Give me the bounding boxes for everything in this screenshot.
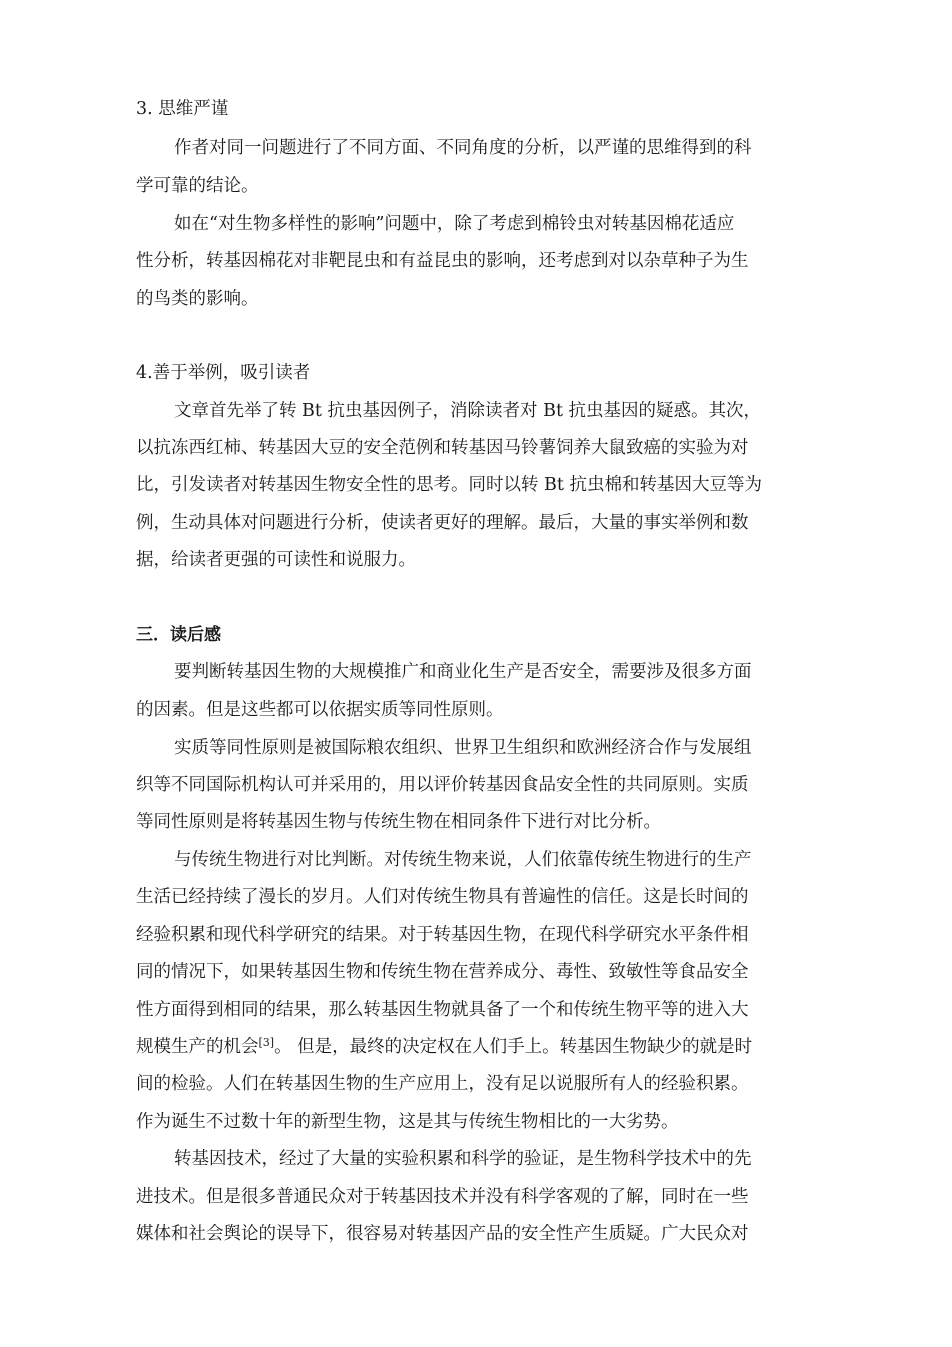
paragraph-line: 例，生动具体对问题进行分析，使读者更好的理解。最后，大量的事实举例和数 (136, 513, 749, 533)
paragraph-line: 经验积累和现代科学研究的结果。对于转基因生物，在现代科学研究水平条件相 (136, 925, 749, 945)
section-heading: 4.善于举例，吸引读者 (136, 363, 311, 383)
paragraph-line: 等同性原则是将转基因生物与传统生物在相同条件下进行对比分析。 (136, 812, 661, 832)
section-heading: 三．读后感 (136, 625, 221, 645)
paragraph-line: 文章首先举了转 Bt 抗虫基因例子，消除读者对 Bt 抗虫基因的疑惑。其次， (174, 401, 762, 421)
paragraph-line: 的因素。但是这些都可以依据实质等同性原则。 (136, 700, 504, 720)
paragraph-line: 实质等同性原则是被国际粮农组织、世界卫生组织和欧洲经济合作与发展组 (174, 738, 752, 758)
paragraph-line: 媒体和社会舆论的误导下，很容易对转基因产品的安全性产生质疑。广大民众对 (136, 1224, 749, 1244)
paragraph-line-with-citation (136, 1036, 752, 1058)
paragraph-line: 学可靠的结论。 (136, 176, 259, 196)
paragraph-line: 与传统生物进行对比判断。对传统生物来说，人们依靠传统生物进行的生产 (174, 850, 752, 870)
paragraph-line: 性分析，转基因棉花对非靶昆虫和有益昆虫的影响，还考虑到对以杂草种子为生 (136, 251, 749, 271)
paragraph-line: 的鸟类的影响。 (136, 289, 259, 309)
section-heading: 3. 思维严谨 (136, 99, 229, 119)
citation-reference: [3] (258, 1036, 275, 1049)
paragraph-line: 如在“对生物多样性的影响”问题中，除了考虑到棉铃虫对转基因棉花适应 (174, 214, 735, 234)
paragraph-line: 比，引发读者对转基因生物安全性的思考。同时以转 Bt 抗虫棉和转基因大豆等为 (136, 475, 763, 495)
paragraph-line: 同的情况下，如果转基因生物和传统生物在营养成分、毒性、致敏性等食品安全 (136, 962, 749, 982)
citation-line-after: 。 但是，最终的决定权在人们手上。转基因生物缺少的就是时 (274, 1037, 753, 1057)
citation-line-before: 规模生产的机会 (136, 1037, 259, 1057)
paragraph-line: 转基因技术，经过了大量的实验积累和科学的验证，是生物科学技术中的先 (174, 1149, 752, 1169)
paragraph-line: 作为诞生不过数十年的新型生物，这是其与传统生物相比的一大劣势。 (136, 1112, 679, 1132)
paragraph-line: 进技术。但是很多普通民众对于转基因技术并没有科学客观的了解，同时在一些 (136, 1187, 749, 1207)
paragraph-line: 以抗冻西红柿、转基因大豆的安全范例和转基因马铃薯饲养大鼠致癌的实验为对 (136, 438, 749, 458)
paragraph-line: 织等不同国际机构认可并采用的，用以评价转基因食品安全性的共同原则。实质 (136, 775, 749, 795)
paragraph-line: 要判断转基因生物的大规模推广和商业化生产是否安全，需要涉及很多方面 (174, 662, 752, 682)
paragraph-line: 作者对同一问题进行了不同方面、不同角度的分析，以严谨的思维得到的科 (174, 138, 752, 158)
paragraph-line: 间的检验。人们在转基因生物的生产应用上，没有足以说服所有人的经验积累。 (136, 1074, 749, 1094)
paragraph-line: 据，给读者更强的可读性和说服力。 (136, 550, 416, 570)
paragraph-line: 性方面得到相同的结果，那么转基因生物就具备了一个和传统生物平等的进入大 (136, 1000, 749, 1020)
paragraph-line: 生活已经持续了漫长的岁月。人们对传统生物具有普遍性的信任。这是长时间的 (136, 887, 749, 907)
